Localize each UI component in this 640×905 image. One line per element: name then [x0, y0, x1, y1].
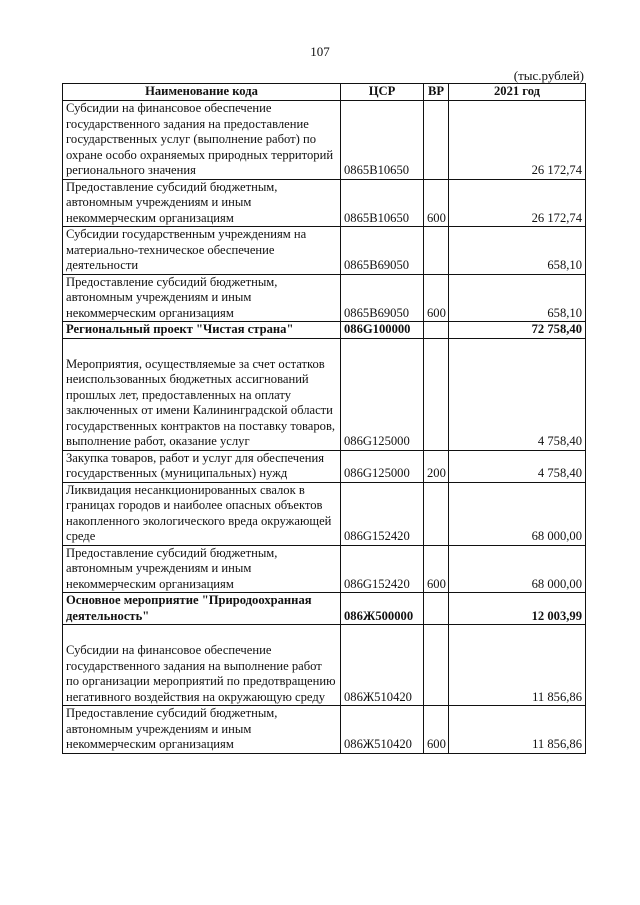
- budget-table: [62, 83, 586, 754]
- cell-csr: 086G125000: [341, 450, 424, 482]
- cell-name: Основное мероприятие "Природоохранная деятельность": [63, 593, 341, 625]
- cell-amount: 4 758,40: [449, 450, 586, 482]
- cell-csr: 086Ж510420: [341, 625, 424, 706]
- cell-csr: 0865B69050: [341, 227, 424, 275]
- cell-name: Закупка товаров, работ и услуг для обеспечения государственных (муниципальных) нужд: [63, 450, 341, 482]
- table-row: [63, 322, 586, 339]
- cell-amount: 26 172,74: [449, 179, 586, 227]
- cell-amount: 658,10: [449, 274, 586, 322]
- header-year: 2021 год: [449, 84, 586, 101]
- cell-vr: 600: [424, 179, 449, 227]
- table-row: [63, 593, 586, 625]
- table-row: [63, 179, 586, 227]
- cell-vr: [424, 227, 449, 275]
- cell-amount: 658,10: [449, 227, 586, 275]
- cell-name: Ликвидация несанкционированных свалок в границах городов и наиболее опасных объектов накопленного экологического вреда окружающей среде: [63, 482, 341, 545]
- cell-amount: 72 758,40: [449, 322, 586, 339]
- cell-vr: [424, 482, 449, 545]
- table-row: [63, 482, 586, 545]
- cell-name: Предоставление субсидий бюджетным, автономным учреждениям и иным некоммерческим организациям: [63, 706, 341, 754]
- cell-vr: 600: [424, 706, 449, 754]
- cell-amount: 11 856,86: [449, 625, 586, 706]
- table-row: [63, 227, 586, 275]
- header-vr: ВР: [424, 84, 449, 101]
- cell-csr: 0865B10650: [341, 101, 424, 180]
- cell-vr: 600: [424, 545, 449, 593]
- cell-name: Субсидии государственным учреждениям на материально-техническое обеспечение деятельности: [63, 227, 341, 275]
- cell-vr: 600: [424, 274, 449, 322]
- cell-csr: 086G152420: [341, 545, 424, 593]
- table-row: [63, 545, 586, 593]
- cell-name: Региональный проект "Чистая страна": [63, 322, 341, 339]
- cell-vr: [424, 593, 449, 625]
- table-row: [63, 101, 586, 180]
- cell-vr: [424, 322, 449, 339]
- header-name: Наименование кода: [63, 84, 341, 101]
- table-row: [63, 274, 586, 322]
- cell-name: Предоставление субсидий бюджетным, автономным учреждениям и иным некоммерческим организациям: [63, 274, 341, 322]
- cell-name: Предоставление субсидий бюджетным, автономным учреждениям и иным некоммерческим организациям: [63, 179, 341, 227]
- cell-name: Мероприятия, осуществляемые за счет остатков неиспользованных бюджетных ассигнований прошлых лет, предоставленных на оплату заключенных от имени Калининградской области государственных контрактов на поставку товаров, выполнение работ, оказание услуг: [63, 338, 341, 450]
- cell-name: Субсидии на финансовое обеспечение государственного задания на предоставление государственных услуг (выполнение работ) по охране особо охраняемых природных территорий регионального значения: [63, 101, 341, 180]
- cell-name: Предоставление субсидий бюджетным, автономным учреждениям и иным некоммерческим организациям: [63, 545, 341, 593]
- cell-vr: [424, 625, 449, 706]
- cell-vr: 200: [424, 450, 449, 482]
- cell-csr: 086G125000: [341, 338, 424, 450]
- table-row: [63, 706, 586, 754]
- page-number: 107: [310, 44, 330, 59]
- cell-amount: 4 758,40: [449, 338, 586, 450]
- cell-amount: 68 000,00: [449, 545, 586, 593]
- cell-amount: 11 856,86: [449, 706, 586, 754]
- cell-csr: 086G152420: [341, 482, 424, 545]
- cell-amount: 12 003,99: [449, 593, 586, 625]
- table-row: [63, 450, 586, 482]
- header-csr: ЦСР: [341, 84, 424, 101]
- cell-name: Субсидии на финансовое обеспечение государственного задания на выполнение работ по организации мероприятий по предотвращению негативного воздействия на окружающую среду: [63, 625, 341, 706]
- table-body: [63, 101, 586, 754]
- cell-csr: 0865B69050: [341, 274, 424, 322]
- cell-csr: 0865B10650: [341, 179, 424, 227]
- units-label: (тыс.рублей): [513, 68, 584, 83]
- cell-csr: 086G100000: [341, 322, 424, 339]
- cell-amount: 26 172,74: [449, 101, 586, 180]
- table-header-row: [63, 84, 586, 101]
- cell-vr: [424, 338, 449, 450]
- cell-vr: [424, 101, 449, 180]
- cell-amount: 68 000,00: [449, 482, 586, 545]
- table-row: [63, 625, 586, 706]
- cell-csr: 086Ж500000: [341, 593, 424, 625]
- table-row: [63, 338, 586, 450]
- cell-csr: 086Ж510420: [341, 706, 424, 754]
